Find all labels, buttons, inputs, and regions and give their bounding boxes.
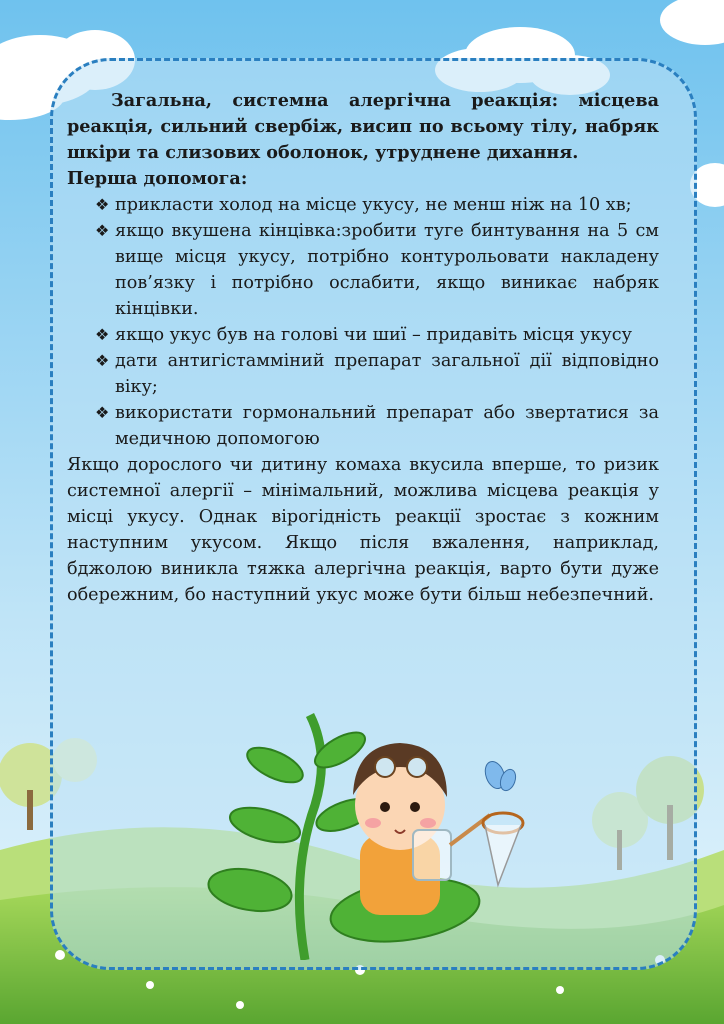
diamond-bullet-icon: ❖	[95, 325, 110, 344]
list-item: ❖ використати гормональний препарат або звертатися за медичною допомогою	[95, 400, 659, 452]
boy-cheek-left	[365, 818, 381, 828]
first-aid-heading: Перша допомога:	[67, 168, 248, 189]
diamond-bullet-icon: ❖	[95, 403, 110, 422]
first-aid-list	[67, 192, 659, 452]
closing-paragraph: Якщо дорослого чи дитину комаха вкусила вперше, то ризик системної алергії – мінімальний, можлива місцева реакція у місці укусу. Однак вірогідність реакції зростає з кожним наступним укусом. Якщо після вжалення, наприклад, бджолою виникла тяжка алергічна реакція, варто бути дуже обережним, бо наступний укус може бути більш небезпечний.	[67, 455, 659, 605]
intro-paragraph: Загальна, системна алергічна реакція: місцева реакція, сильний свербіж, висип по всьому тілу, набряк шкіри та слизових оболонок, утруднене дихання.	[67, 90, 659, 163]
boy-cheek-right	[420, 818, 436, 828]
list-item: ❖ якщо вкушена кінцівка:зробити туге бинтування на 5 см вище місця укусу, потрібно контурольовати накладену пов’язку і потрібно ослабити, якщо виникає набряк кінцівки.	[95, 218, 659, 322]
list-item: ❖ якщо укус був на голові чи шиї – придавіть місця укусу	[95, 322, 659, 348]
diamond-bullet-icon: ❖	[95, 351, 110, 370]
boy-with-net-illustration	[195, 705, 535, 960]
diamond-bullet-icon: ❖	[95, 221, 110, 240]
butterfly	[482, 759, 519, 793]
boy-eye-left	[380, 802, 390, 812]
list-item: ❖ прикласти холод на місце укусу, не менш ніж на 10 хв;	[95, 192, 659, 218]
glass-jar	[413, 830, 451, 880]
boy-eye-right	[410, 802, 420, 812]
list-item: ❖ дати антигістамміний препарат загальної дії відповідно віку;	[95, 348, 659, 400]
article-body	[67, 88, 659, 608]
diamond-bullet-icon: ❖	[95, 195, 110, 214]
